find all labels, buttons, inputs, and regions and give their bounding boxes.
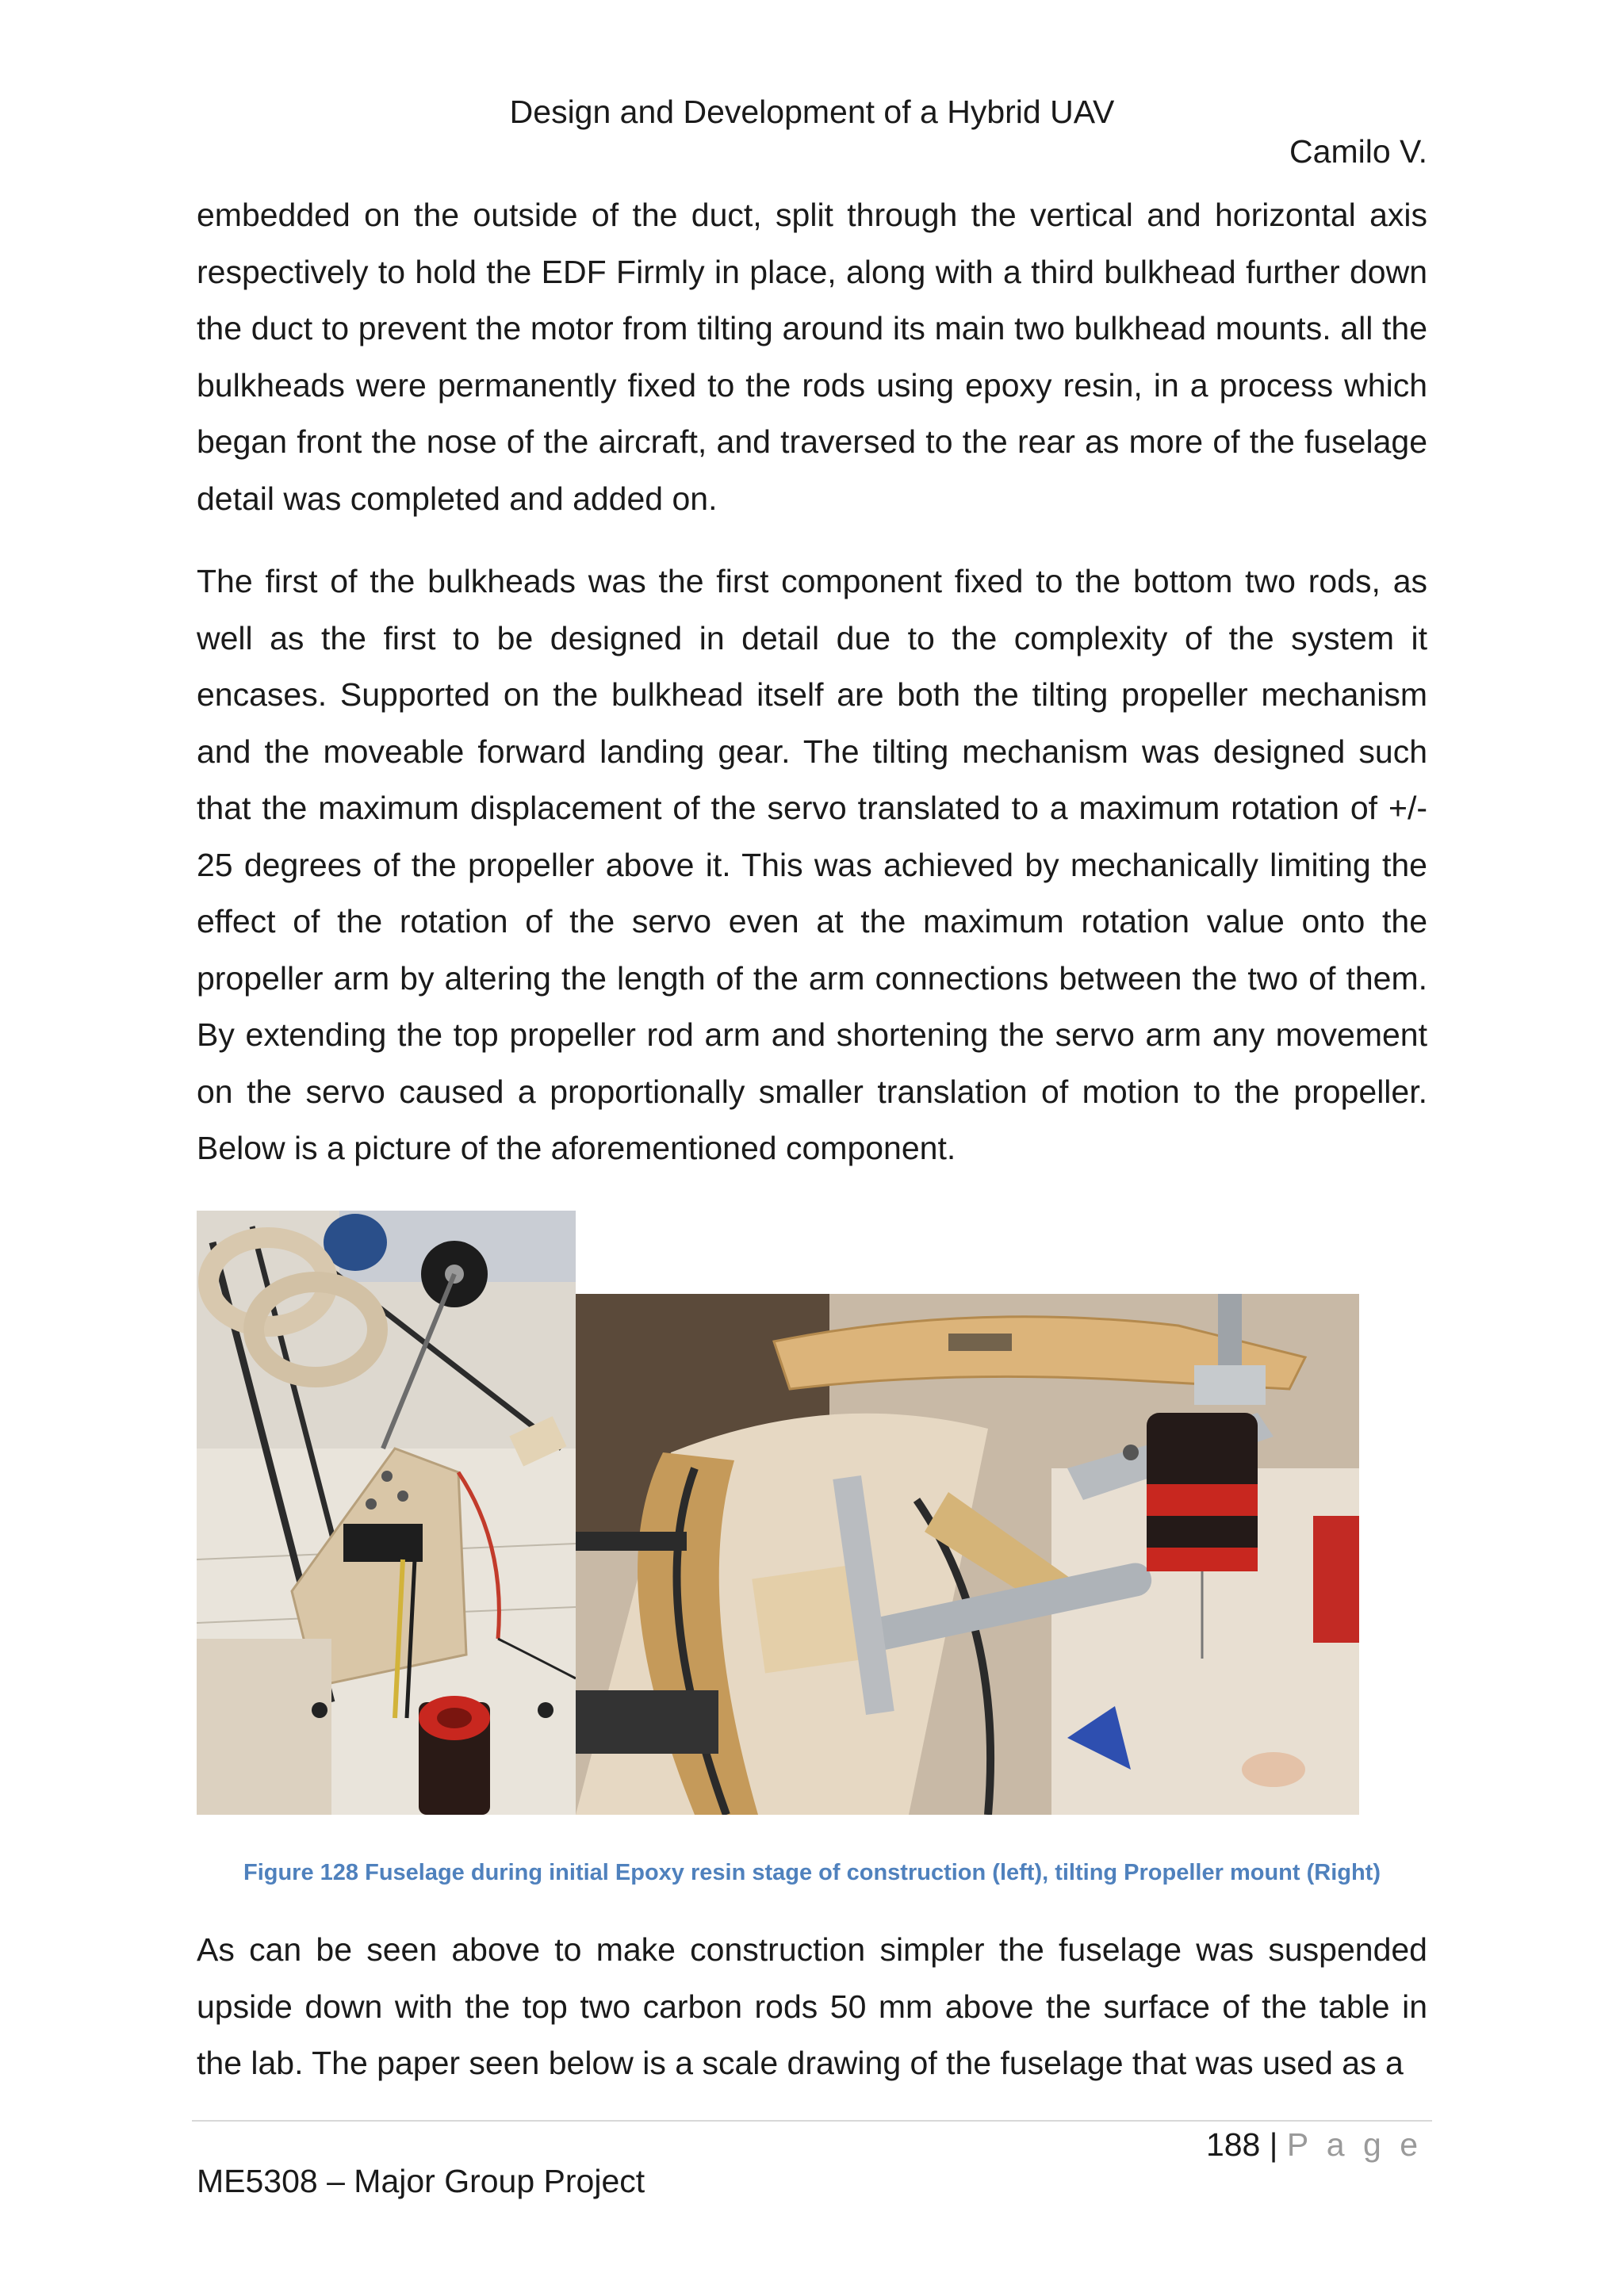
fuselage-epoxy-photo	[197, 1211, 576, 1815]
running-header-title: Design and Development of a Hybrid UAV	[509, 94, 1115, 130]
page-number	[1206, 2126, 1423, 2164]
body-paragraph-2: The first of the bulkheads was the first component fixed to the bottom two rods, as well as the first to be designed in detail due to the complexity of the system it encases. Supported on the bulkhead itself are both the tilting propeller mechanism and the moveable forward landing gear. The tilting mechanism was designed such that the maximum displacement of the servo translated to a maximum rotation of +/- 25 degrees of the propeller above it. This was achieved by mechanically limiting the effect of the rotation of the servo even at the maximum rotation value onto the propeller arm by altering the length of the arm connections between the two of them. By extending the top propeller rod arm and shortening the servo arm any movement on the servo caused a proportionally smaller translation of motion to the propeller. Below is a picture of the aforementioned component.	[197, 563, 1427, 1166]
page-number-separator: |	[1260, 2126, 1287, 2163]
figure-caption: Figure 128 Fuselage during initial Epoxy resin stage of construction (left), tilting Propeller mount (Right)	[243, 1860, 1381, 1885]
tilting-propeller-mount-photo	[576, 1294, 1359, 1815]
running-header-author: Camilo V.	[1289, 133, 1427, 170]
footer-course-title: ME5308 – Major Group Project	[197, 2163, 645, 2199]
page-word: P a g e	[1286, 2126, 1423, 2163]
body-paragraph-3: As can be seen above to make construction simpler the fuselage was suspended upside down with the top two carbon rods 50 mm above the surface of the table in the lab. The paper seen below is a scale drawing of the fuselage that was used as a	[197, 1931, 1427, 2081]
page-number-value: 188	[1205, 2126, 1261, 2163]
footer-divider	[192, 2120, 1432, 2122]
body-paragraph-1: embedded on the outside of the duct, split through the vertical and horizontal axis respectively to hold the EDF Firmly in place, along with a third bulkhead further down the duct to prevent the motor from tilting around its main two bulkhead mounts. all the bulkheads were permanently fixed to the rods using epoxy resin, in a process which began front the nose of the aircraft, and traversed to the rear as more of the fuselage detail was completed and added on.	[197, 197, 1427, 517]
